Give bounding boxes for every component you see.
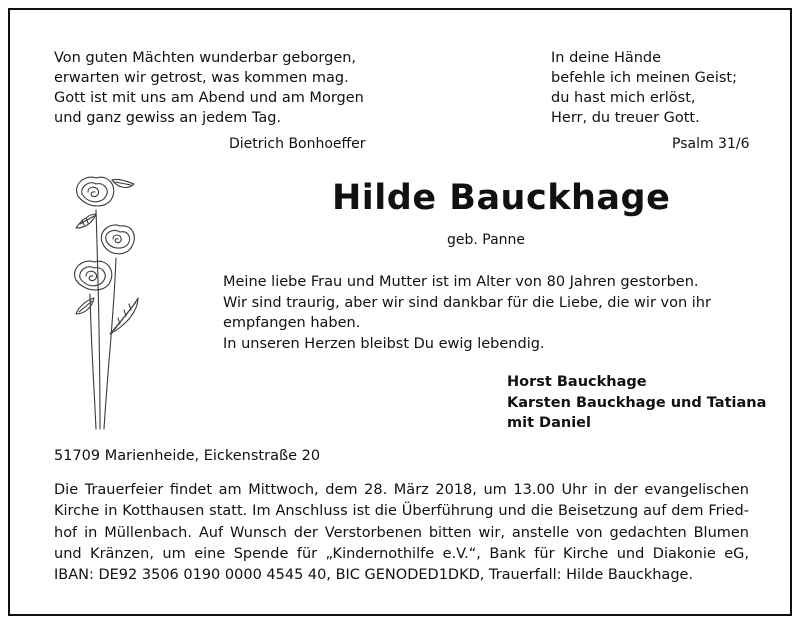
message-line: empfangen haben.	[223, 315, 361, 331]
deceased-name: Hilde Bauckhage	[332, 178, 671, 218]
mourner-line: Horst Bauckhage	[507, 374, 647, 390]
roses-icon	[58, 174, 148, 434]
details-line: Die Trauerfeier findet am Mittwoch, dem 28. März 2018, um 13.00 Uhr in der evangelischen	[54, 482, 749, 498]
quote-author-left: Dietrich Bonhoeffer	[229, 136, 366, 152]
quote-line: Von guten Mächten wunderbar geborgen,	[54, 50, 357, 66]
family-address: 51709 Marienheide, Eickenstraße 20	[54, 448, 321, 464]
maiden-name: geb. Panne	[447, 232, 526, 248]
funeral-details	[54, 480, 749, 586]
details-line: und Kränzen, um eine Spende für „Kindernothilfe e.V.“, Bank für Kirche und Diakonie eG,	[54, 545, 749, 562]
quote-line: Gott ist mit uns am Abend und am Morgen	[54, 90, 364, 106]
details-line: hof in Müllenbach. Auf Wunsch der Verstorbenen bitten wir, anstelle von gedachten Blumen	[54, 524, 749, 541]
quote-author-right: Psalm 31/6	[672, 136, 750, 152]
quote-line: und ganz gewiss an jedem Tag.	[54, 110, 282, 126]
details-line: Kirche in Kotthausen statt. Im Anschluss ist die Überführung und die Beisetzung auf dem Fried-	[54, 503, 749, 520]
mourner-line: Karsten Bauckhage und Tatiana	[507, 394, 767, 411]
mourner-line: mit Daniel	[507, 415, 591, 431]
message-line: Wir sind traurig, aber wir sind dankbar für die Liebe, die wir von ihr	[223, 294, 711, 311]
psalm-line: befehle ich meinen Geist;	[551, 70, 737, 86]
message-line: In unseren Herzen bleibst Du ewig lebendig.	[223, 335, 545, 352]
message-line: Meine liebe Frau und Mutter ist im Alter von 80 Jahren gestorben.	[223, 274, 699, 290]
obituary-notice	[8, 8, 792, 616]
family-message	[223, 272, 711, 354]
psalm-line: Herr, du treuer Gott.	[551, 110, 700, 126]
bonhoeffer-quote	[54, 48, 364, 128]
psalm-quote	[551, 48, 737, 128]
psalm-line: du hast mich erlöst,	[551, 90, 696, 106]
quote-line: erwarten wir getrost, was kommen mag.	[54, 70, 349, 86]
details-line: IBAN: DE92 3506 0190 0000 4545 40, BIC GENODED1DKD, Trauerfall: Hilde Bauckhage.	[54, 567, 694, 584]
mourners-list	[507, 372, 766, 434]
psalm-line: In deine Hände	[551, 50, 662, 66]
